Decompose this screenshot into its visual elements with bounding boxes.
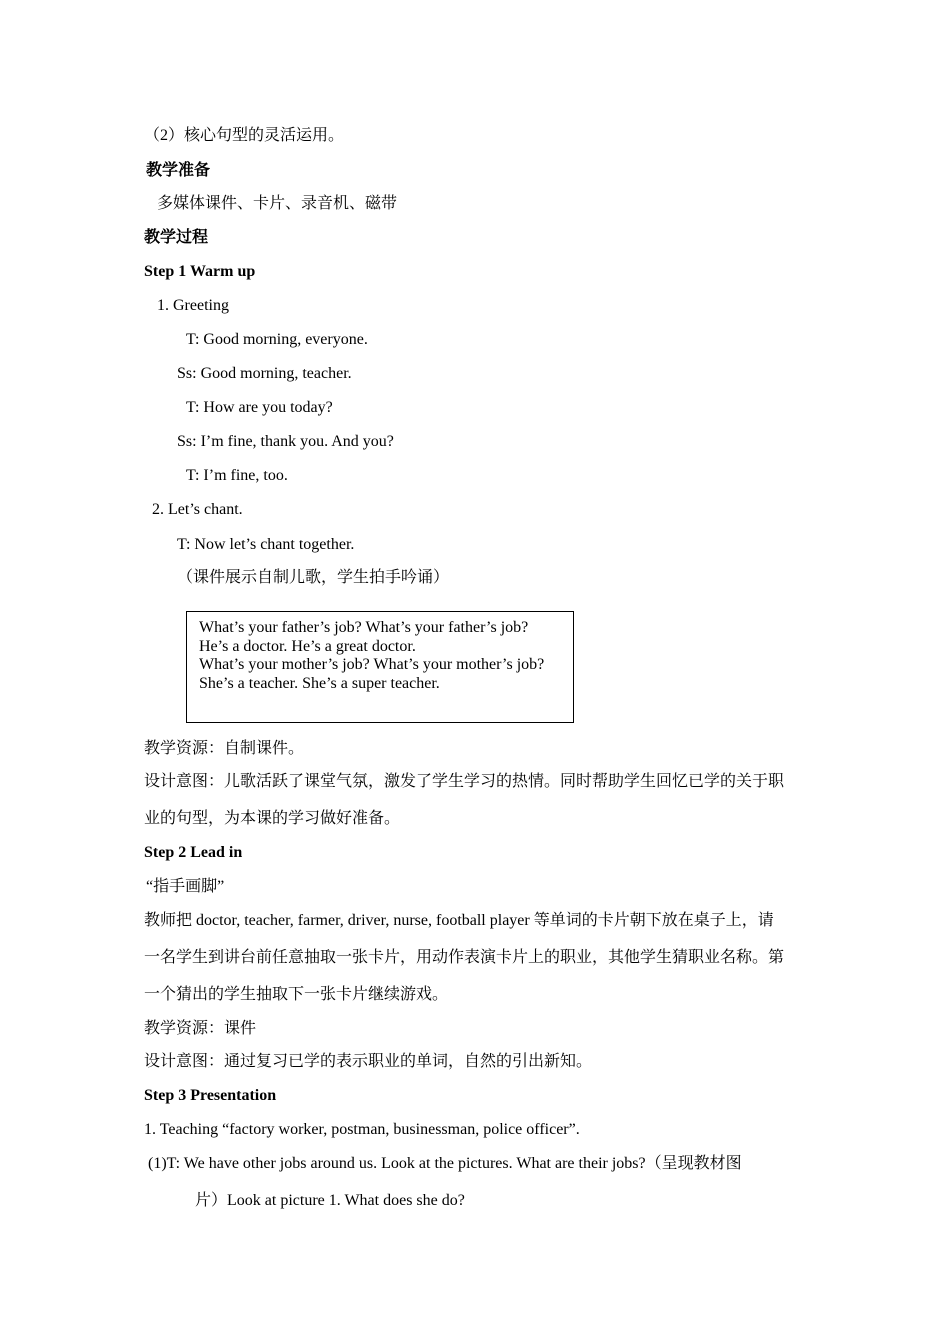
teaching-resource: 教学资源：自制课件。: [144, 740, 305, 757]
step-1-heading: Step 1 Warm up: [144, 263, 256, 280]
section-heading-preparation: 教学准备: [146, 162, 211, 179]
chant-item: 2. Let’s chant.: [152, 501, 243, 518]
dialogue-line: Ss: I’m fine, thank you. And you?: [177, 433, 394, 450]
design-intent-cont: 业的句型，为本课的学习做好准备。: [144, 810, 401, 827]
game-title: “指手画脚”: [146, 878, 225, 895]
teaching-item: 1. Teaching “factory worker, postman, businessman, police officer”.: [144, 1121, 580, 1138]
step-2-heading: Step 2 Lead in: [144, 844, 243, 861]
chant-line: What’s your mother’s job? What’s your mother’s job?: [199, 656, 545, 673]
teacher-prompt-cont: 片）Look at picture 1. What does she do?: [195, 1192, 465, 1209]
objective-item-2: （2）核心句型的灵活运用。: [144, 127, 345, 144]
dialogue-line: T: Now let’s chant together.: [177, 536, 355, 553]
section-heading-process: 教学过程: [144, 229, 209, 246]
chant-line: What’s your father’s job? What’s your father’s job?: [199, 619, 529, 636]
teaching-resource: 教学资源：课件: [144, 1020, 257, 1037]
dialogue-line: Ss: Good morning, teacher.: [177, 365, 352, 382]
design-intent: 设计意图：通过复习已学的表示职业的单词，自然的引出新知。: [144, 1053, 593, 1070]
game-description-cont: 一名学生到讲台前任意抽取一张卡片，用动作表演卡片上的职业，其他学生猜职业名称。第: [144, 949, 785, 966]
game-description-cont: 一个猜出的学生抽取下一张卡片继续游戏。: [144, 986, 449, 1003]
chant-line: She’s a teacher. She’s a super teacher.: [199, 674, 440, 692]
design-intent: 设计意图：儿歌活跃了课堂气氛，激发了学生学习的热情。同时帮助学生回忆已学的关于职: [144, 773, 785, 790]
step-3-heading: Step 3 Presentation: [144, 1087, 277, 1104]
preparation-materials: 多媒体课件、卡片、录音机、磁带: [157, 195, 398, 212]
chant-box: [186, 611, 574, 723]
dialogue-line: T: I’m fine, too.: [186, 467, 288, 484]
chant-line: He’s a doctor. He’s a great doctor.: [199, 637, 416, 655]
teacher-prompt: (1)T: We have other jobs around us. Look at the pictures. What are their jobs?（呈现教材图: [148, 1155, 742, 1172]
greeting-item: 1. Greeting: [157, 297, 229, 314]
dialogue-line: T: How are you today?: [186, 399, 333, 416]
courseware-note: （课件展示自制儿歌，学生拍手吟诵）: [177, 569, 450, 586]
game-description: 教师把 doctor, teacher, farmer, driver, nurse, football player 等单词的卡片朝下放在桌子上，请: [144, 912, 774, 929]
dialogue-line: T: Good morning, everyone.: [186, 331, 368, 348]
